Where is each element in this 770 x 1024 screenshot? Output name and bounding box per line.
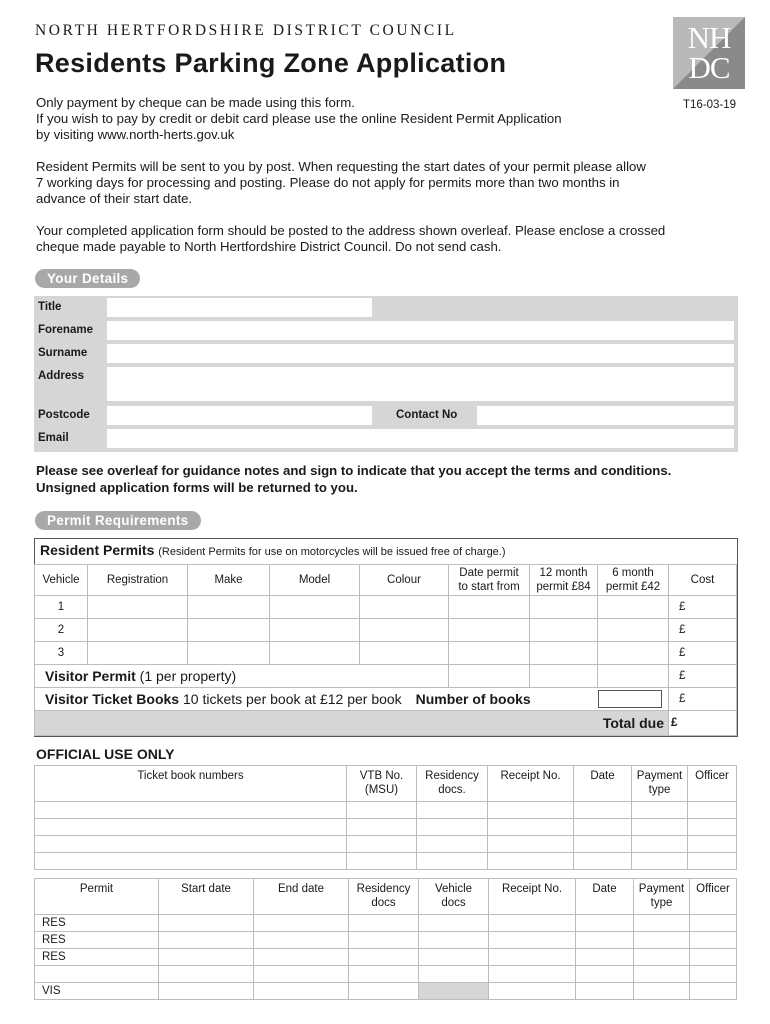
col-payment: Payment type [632, 766, 688, 802]
official-table-2 [34, 878, 737, 1000]
resident-permits-title: Resident Permits (Resident Permits for use on motorcycles will be issued free of charge.) [40, 542, 506, 558]
6-month-cell[interactable] [598, 619, 669, 642]
total-due-label: Total due [35, 711, 669, 736]
official-table-1 [34, 765, 737, 870]
model-cell[interactable] [270, 642, 360, 665]
number-of-books-label: Number of books [415, 691, 531, 707]
col-receipt: Receipt No. [489, 879, 576, 915]
6-month-cell[interactable] [598, 642, 669, 665]
email-label: Email [38, 432, 69, 444]
12-month-cell[interactable] [530, 665, 598, 688]
cost-cell[interactable]: £ [669, 619, 737, 642]
col-date: Date [574, 766, 632, 802]
col-vtb: VTB No. (MSU) [347, 766, 417, 802]
registration-cell[interactable] [88, 619, 188, 642]
col-residency: Residency docs. [417, 766, 488, 802]
form-reference: T16-03-19 [683, 99, 737, 111]
col-end-date: End date [254, 879, 349, 915]
col-date-start: Date permit to start from [449, 565, 530, 596]
col-receipt: Receipt No. [488, 766, 574, 802]
vehicle-number: 2 [35, 619, 88, 642]
intro-paragraph: Only payment by cheque can be made using this form. If you wish to pay by credit or debit card please use the online Resident Permit Application by visiting www.north-herts.gov.uk [36, 95, 562, 142]
table-row [35, 819, 737, 836]
resident-permits-table [34, 564, 737, 736]
col-payment: Payment type [634, 879, 690, 915]
table-row [35, 966, 737, 983]
council-logo: NH DC [673, 17, 745, 89]
col-colour: Colour [360, 565, 449, 596]
title-label: Title [38, 301, 62, 313]
title-field[interactable] [107, 298, 372, 317]
table-row [35, 932, 737, 949]
delivery-paragraph: Resident Permits will be sent to you by post. When requesting the start dates of your permit please allow 7 working days for processing and posting. Please do not apply for permits more than two months in advance of their start date. [36, 159, 646, 206]
col-ticket-book-numbers: Ticket book numbers [35, 766, 347, 802]
make-cell[interactable] [188, 619, 270, 642]
table-row [35, 915, 737, 932]
visitor-permit-row [35, 665, 737, 688]
table-row [35, 949, 737, 966]
ticket-books-row [35, 688, 737, 711]
table-row [35, 619, 737, 642]
books-cost-cell[interactable]: £ [669, 688, 737, 711]
col-model: Model [270, 565, 360, 596]
forename-field[interactable] [107, 321, 734, 340]
col-12-month: 12 month permit £84 [530, 565, 598, 596]
total-due-cell[interactable]: £ [669, 711, 737, 736]
registration-cell[interactable] [88, 596, 188, 619]
table-row [35, 983, 737, 1000]
email-field[interactable] [107, 429, 734, 448]
resident-permits-note: (Resident Permits for use on motorcycles will be issued free of charge.) [158, 546, 506, 558]
col-date: Date [576, 879, 634, 915]
contact-field[interactable] [477, 406, 734, 425]
col-permit: Permit [35, 879, 159, 915]
col-cost: Cost [669, 565, 737, 596]
col-residency-docs: Residency docs [349, 879, 419, 915]
registration-cell[interactable] [88, 642, 188, 665]
permit-type: VIS [35, 983, 159, 1000]
total-row [35, 711, 737, 736]
permit-type: RES [35, 915, 159, 932]
terms-notice: Please see overleaf for guidance notes and sign to indicate that you accept the terms and conditions. Unsigned application forms will be returned to you. [36, 463, 672, 495]
col-officer: Officer [688, 766, 737, 802]
permit-type: RES [35, 932, 159, 949]
postcode-label: Postcode [38, 409, 90, 421]
12-month-cell[interactable] [530, 619, 598, 642]
official-use-heading: OFFICIAL USE ONLY [36, 746, 175, 762]
date-cell[interactable] [449, 665, 530, 688]
contact-label: Contact No [396, 409, 458, 421]
page-title: Residents Parking Zone Application [35, 48, 507, 78]
table-row [35, 802, 737, 819]
colour-cell[interactable] [360, 642, 449, 665]
council-name: NORTH HERTFORDSHIRE DISTRICT COUNCIL [35, 22, 457, 39]
payment-paragraph: Your completed application form should be posted to the address shown overleaf. Please enclose a crossed cheque made payable to North Hertfordshire District Council. Do not send cash. [36, 223, 666, 254]
vehicle-number: 3 [35, 642, 88, 665]
address-label: Address [38, 370, 85, 382]
surname-field[interactable] [107, 344, 734, 363]
table-row [35, 853, 737, 870]
6-month-cell[interactable] [598, 665, 669, 688]
your-details-heading: Your Details [35, 269, 140, 288]
visitor-cost-cell[interactable]: £ [669, 665, 737, 688]
date-cell[interactable] [449, 596, 530, 619]
col-vehicle-docs: Vehicle docs [419, 879, 489, 915]
address-field[interactable] [107, 367, 734, 401]
date-cell[interactable] [449, 619, 530, 642]
table-row [35, 836, 737, 853]
6-month-cell[interactable] [598, 596, 669, 619]
visitor-permit-label: Visitor Permit (1 per property) [35, 665, 449, 688]
permit-type [35, 966, 159, 983]
permit-type: RES [35, 949, 159, 966]
table-row [35, 596, 737, 619]
12-month-cell[interactable] [530, 596, 598, 619]
ticket-books-label: Visitor Ticket Books 10 tickets per book at £12 per book Number of books [35, 688, 669, 711]
surname-label: Surname [38, 347, 88, 359]
col-start-date: Start date [159, 879, 254, 915]
table-row [35, 642, 737, 665]
cost-cell[interactable]: £ [669, 642, 737, 665]
col-vehicle: Vehicle [35, 565, 88, 596]
date-cell[interactable] [449, 642, 530, 665]
model-cell[interactable] [270, 596, 360, 619]
number-of-books-field[interactable] [598, 690, 662, 708]
col-registration: Registration [88, 565, 188, 596]
permit-requirements-heading: Permit Requirements [35, 511, 201, 530]
col-6-month: 6 month permit £42 [598, 565, 669, 596]
colour-cell[interactable] [360, 619, 449, 642]
model-cell[interactable] [270, 619, 360, 642]
make-cell[interactable] [188, 642, 270, 665]
vehicle-number: 1 [35, 596, 88, 619]
col-make: Make [188, 565, 270, 596]
colour-cell[interactable] [360, 596, 449, 619]
12-month-cell[interactable] [530, 642, 598, 665]
col-officer: Officer [690, 879, 737, 915]
forename-label: Forename [38, 324, 93, 336]
cost-cell[interactable]: £ [669, 596, 737, 619]
your-details-panel [34, 296, 738, 452]
make-cell[interactable] [188, 596, 270, 619]
postcode-field[interactable] [107, 406, 372, 425]
